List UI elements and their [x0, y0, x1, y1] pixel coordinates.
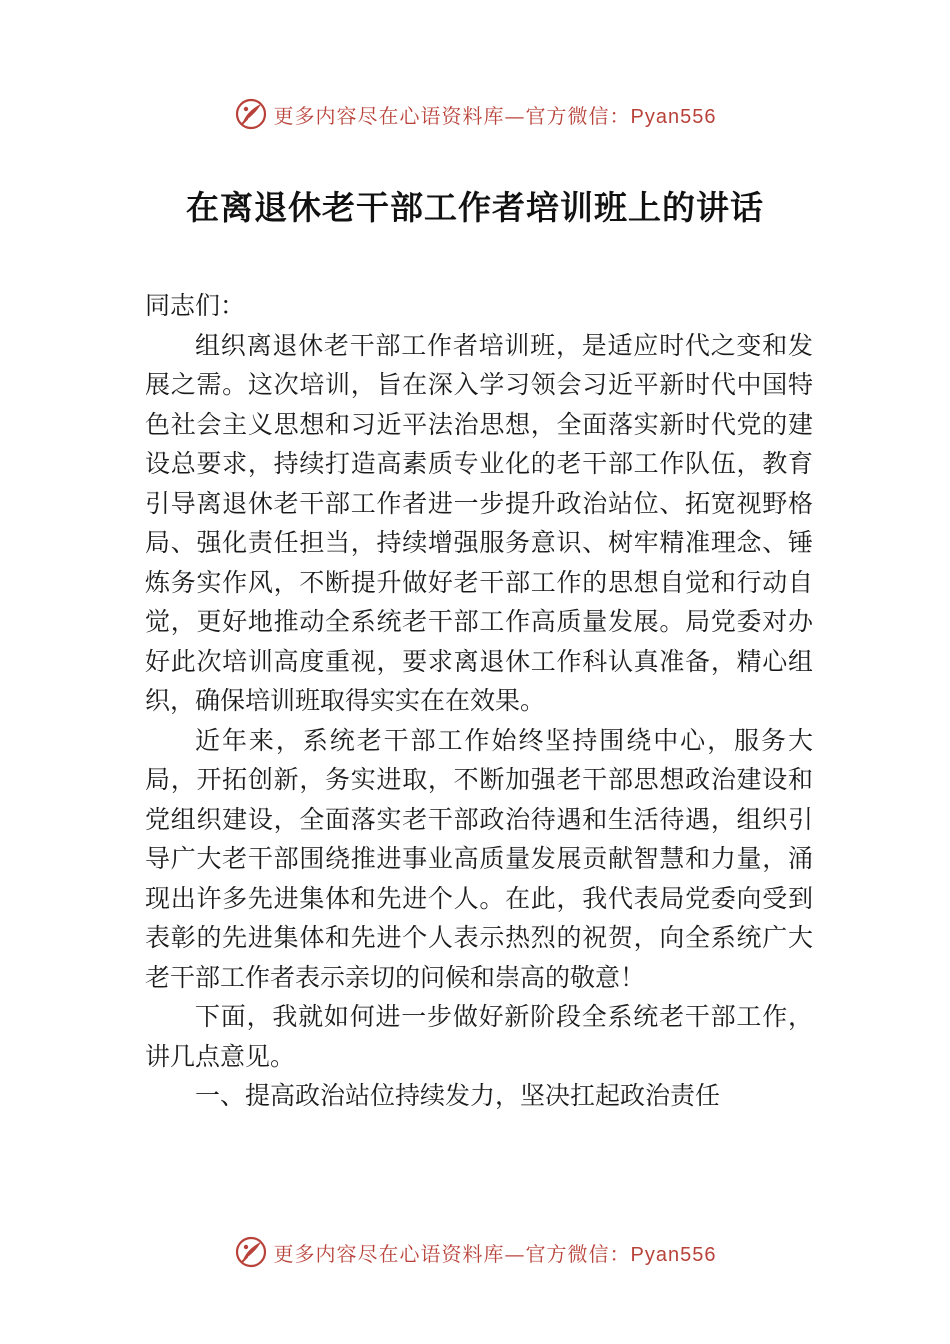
banner-slogan: 更多内容尽在心语资料库—官方微信： [273, 103, 631, 128]
paragraph-2: 近年来，系统老干部工作始终坚持围绕中心，服务大局，开拓创新，务实进取，不断加强老干部思想政治建设和党组织建设，全面落实老干部政治待遇和生活待遇，组织引导广大老干部围绕推进事业高质量发展贡献智慧和力量，涌现出许多先进集体和先进个人。在此，我代表局党委向受到表彰的先进集体和先进个人表示热烈的祝贺，向全系统广大老干部工作者表示亲切的问候和崇高的敬意！ [145, 725, 813, 992]
footer-banner [0, 1232, 950, 1272]
quill-logo-icon [234, 1235, 268, 1269]
document-title: 在离退休老干部工作者培训班上的讲话 [186, 188, 764, 227]
banner-text [274, 1238, 717, 1267]
quill-logo-icon [234, 97, 268, 131]
section-heading-1: 一、提高政治站位持续发力，坚决扛起政治责任 [195, 1081, 721, 1110]
banner-wechat-id: Pyan556 [630, 105, 717, 128]
paragraph-1: 组织离退休老干部工作者培训班，是适应时代之变和发展之需。这次培训，旨在深入学习领会习近平新时代中国特色社会主义思想和习近平法治思想，全面落实新时代党的建设总要求，持续打造高素质专业化的老干部工作队伍，教育引导离退休老干部工作者进一步提升政治站位、拓宽视野格局、强化责任担当，持续增强服务意识、树牢精准理念、锤炼务实作风，不断提升做好老干部工作的思想自觉和行动自觉，更好地推动全系统老干部工作高质量发展。局党委对办好此次培训高度重视，要求离退休工作科认真准备，精心组织，确保培训班取得实实在在效果。 [145, 330, 813, 715]
header-banner [0, 94, 950, 134]
banner-slogan: 更多内容尽在心语资料库—官方微信： [273, 1241, 631, 1266]
banner-wechat-id: Pyan556 [630, 1243, 717, 1266]
banner-text [274, 100, 717, 129]
paragraph-3: 下面，我就如何进一步做好新阶段全系统老干部工作，讲几点意见。 [145, 1002, 813, 1071]
document-body [145, 286, 813, 1116]
salutation: 同志们： [145, 291, 246, 320]
